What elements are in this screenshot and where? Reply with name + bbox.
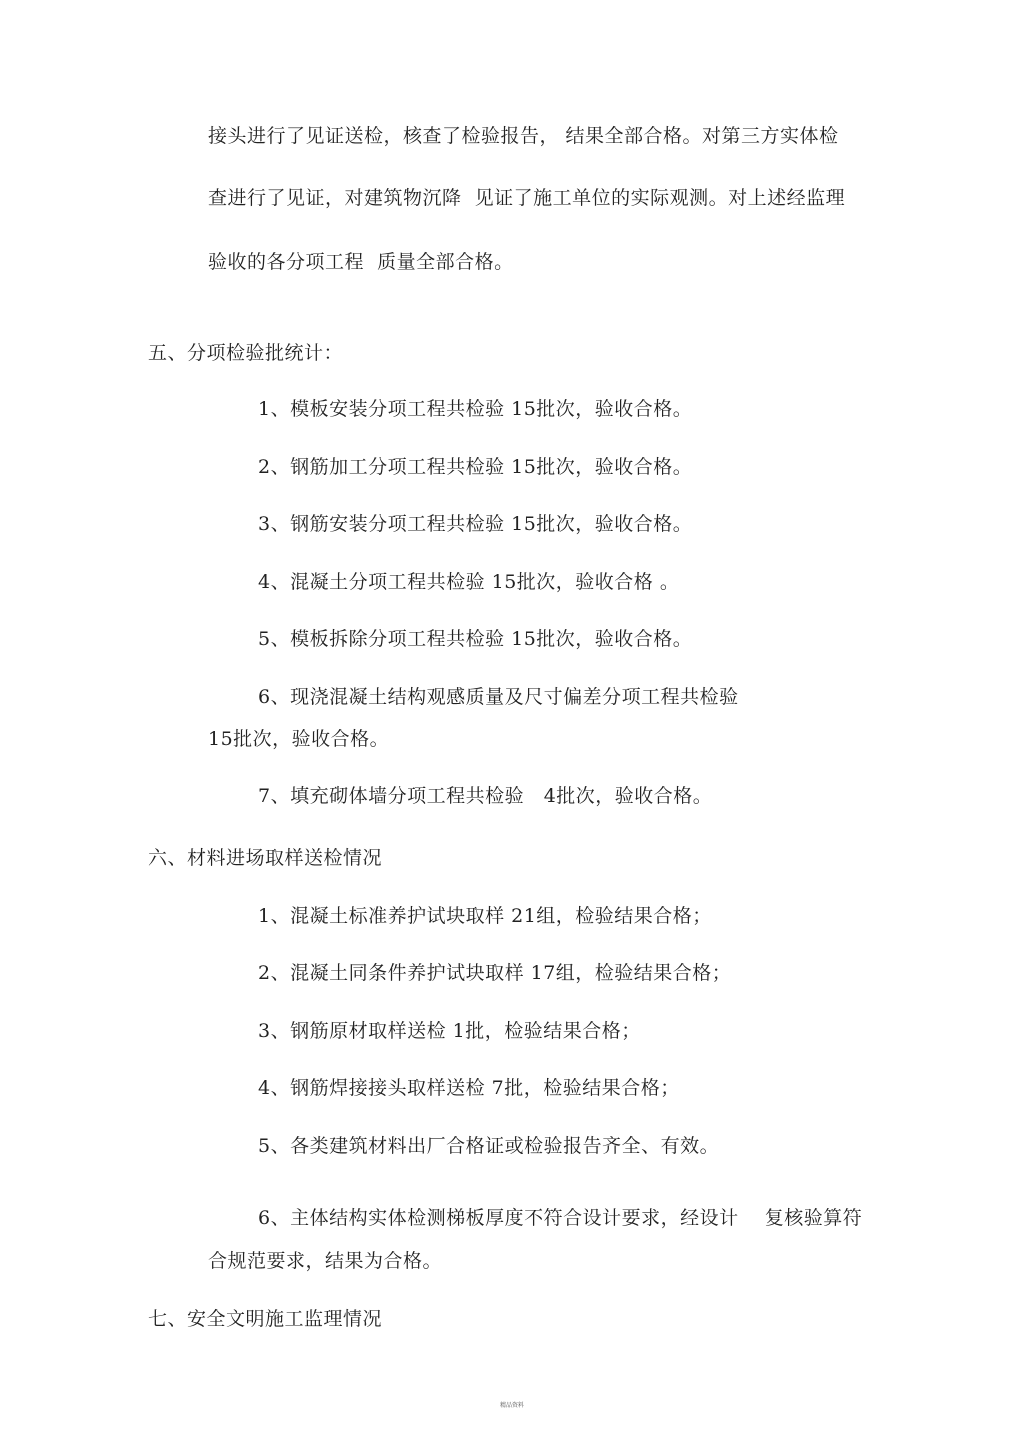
intro-paragraph-line-1: 接头进行了见证送检，核查了检验报告， 结果全部合格。对第三方实体检 [208, 125, 839, 147]
section-6-item-5: 5、各类建筑材料出厂合格证或检验报告齐全、有效。 [258, 1135, 720, 1157]
section-5-item-5: 5、模板拆除分项工程共检验 15批次，验收合格。 [258, 628, 693, 650]
section-6-item-2: 2、混凝土同条件养护试块取样 17组，检验结果合格； [258, 962, 732, 984]
section-5-item-2: 2、钢筋加工分项工程共检验 15批次，验收合格。 [258, 456, 693, 478]
intro-paragraph-line-3: 验收的各分项工程 质量全部合格。 [208, 251, 514, 273]
section-5-item-6-line-2: 15批次，验收合格。 [208, 728, 390, 750]
section-5-item-4: 4、混凝土分项工程共检验 15批次，验收合格 。 [258, 571, 680, 593]
section-5-item-6-line-1: 6、现浇混凝土结构观感质量及尺寸偏差分项工程共检验 [258, 686, 739, 708]
page-footer: 精品资料 [499, 1402, 524, 1409]
section-7-heading: 七、安全文明施工监理情况 [148, 1308, 383, 1330]
section-6-heading: 六、材料进场取样送检情况 [148, 847, 383, 869]
section-6-item-6-line-2: 合规范要求，结果为合格。 [208, 1250, 443, 1272]
section-5-item-1: 1、模板安装分项工程共检验 15批次，验收合格。 [258, 398, 693, 420]
section-5-heading: 五、分项检验批统计： [148, 342, 344, 364]
section-6-item-1: 1、混凝土标准养护试块取样 21组，检验结果合格； [258, 905, 712, 927]
intro-paragraph-line-2: 查进行了见证，对建筑物沉降 见证了施工单位的实际观测。对上述经监理 [208, 187, 846, 209]
section-6-item-6-line-1: 6、主体结构实体检测梯板厚度不符合设计要求，经设计 复核验算符 [258, 1207, 863, 1229]
section-5-item-3: 3、钢筋安装分项工程共检验 15批次，验收合格。 [258, 513, 693, 535]
section-5-item-7: 7、填充砌体墙分项工程共检验 4批次，验收合格。 [258, 785, 713, 807]
section-6-item-4: 4、钢筋焊接接头取样送检 7批，检验结果合格； [258, 1077, 680, 1099]
section-6-item-3: 3、钢筋原材取样送检 1批，检验结果合格； [258, 1020, 641, 1042]
